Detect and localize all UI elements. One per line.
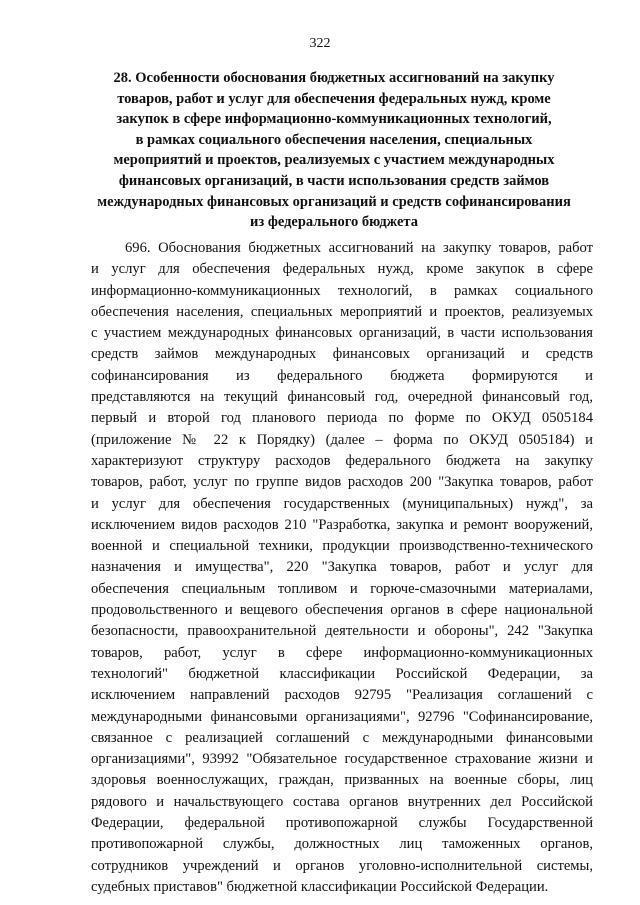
paragraph-line: судебных приставов" бюджетной классификации Российской Федерации. xyxy=(91,878,549,895)
paragraph-line: здоровья военнослужащих, граждан, призванных на военные сборы, лиц xyxy=(91,772,593,789)
paragraph-line: софинансирования из федерального бюджета формируются и xyxy=(91,367,593,384)
heading-line: в рамках социального обеспечения населения, специальных xyxy=(135,131,533,148)
paragraph-line: первый и второй год планового периода по форме по ОКУД 0505184 xyxy=(91,410,593,427)
page-number: 322 xyxy=(309,36,331,51)
paragraph-line: информационно-коммуникационных технологий, в рамках социального xyxy=(91,282,593,299)
paragraph-line: Федерации, федеральной противопожарной службы Государственной xyxy=(91,815,593,832)
paragraph-line: и услуг для обеспечения государственных (муниципальных) нужд", за xyxy=(91,495,593,512)
paragraph-line: и услуг для обеспечения федеральных нужд, кроме закупок в сфере xyxy=(91,261,593,278)
paragraph-line: исключением видов расходов 210 "Разработка, закупка и ремонт вооружений, xyxy=(91,516,593,533)
paragraph-line: характеризуют структуру расходов федерального бюджета на закупку xyxy=(91,452,593,469)
paragraph-line: средств займов международных финансовых организаций и средств xyxy=(91,346,593,363)
paragraph-line: (приложение № 22 к Порядку) (далее – форма по ОКУД 0505184) и xyxy=(91,431,593,448)
section-heading xyxy=(84,68,584,233)
paragraph-line: рядового и начальствующего состава органов внутренних дел Российской xyxy=(91,793,593,810)
paragraph-line: обеспечения населения, специальных мероприятий и проектов, реализуемых xyxy=(91,303,593,320)
paragraph-line: противопожарной службы, должностных лиц таможенных органов, xyxy=(91,836,593,853)
heading-line: товаров, работ и услуг для обеспечения федеральных нужд, кроме xyxy=(117,90,551,107)
paragraph-line: сотрудников учреждений и органов уголовно-исполнительной системы, xyxy=(91,857,593,874)
heading-line: 28. Особенности обоснования бюджетных ассигнований на закупку xyxy=(113,70,555,86)
paragraph-696 xyxy=(91,238,593,898)
heading-line: финансовых организаций, в части использования средств займов xyxy=(118,172,550,189)
paragraph-line: продовольственного и вещевого обеспечения органов в сфере национальной xyxy=(91,602,593,619)
paragraph-line: обеспечения специальным топливом и горюче-смазочными материалами, xyxy=(91,580,593,597)
paragraph-line: товаров, работ, услуг по группе видов расходов 200 "Закупка товаров, работ xyxy=(91,474,593,491)
paragraph-line: международными финансовыми организациями", 92796 "Софинансирование, xyxy=(91,708,593,725)
heading-line: мероприятий и проектов, реализуемых с участием международных xyxy=(113,152,555,169)
paragraph-line: товаров, работ, услуг в сфере информационно-коммуникационных xyxy=(91,644,593,661)
paragraph-line: назначения и имущества", 220 "Закупка товаров, работ и услуг для xyxy=(91,559,593,576)
paragraph-line: организациями", 93992 "Обязательное государственное страхование жизни и xyxy=(91,751,593,768)
paragraph-line: связанное с реализацией соглашений с международными финансовыми xyxy=(91,729,593,746)
heading-line: закупок в сфере информационно-коммуникационных технологий, xyxy=(116,111,552,128)
paragraph-line: технологий" бюджетной классификации Российской Федерации, за xyxy=(91,665,593,682)
paragraph-line: военной и специальной техники, продукции производственно-технического xyxy=(91,538,593,555)
heading-line: международных финансовых организаций и средств софинансирования xyxy=(97,193,571,210)
heading-line: из федерального бюджета xyxy=(250,214,418,231)
paragraph-line: 696. Обоснования бюджетных ассигнований на закупку товаров, работ xyxy=(125,240,593,256)
paragraph-line: безопасности, правоохранительной деятельности и обороны", 242 "Закупка xyxy=(91,623,593,640)
paragraph-line: представляются на текущий финансовый год, очередной финансовый год, xyxy=(91,389,593,406)
paragraph-line: исключением направлений расходов 92795 "Реализация соглашений с xyxy=(91,687,593,704)
paragraph-line: с участием международных финансовых организаций, в части использования xyxy=(91,325,593,342)
